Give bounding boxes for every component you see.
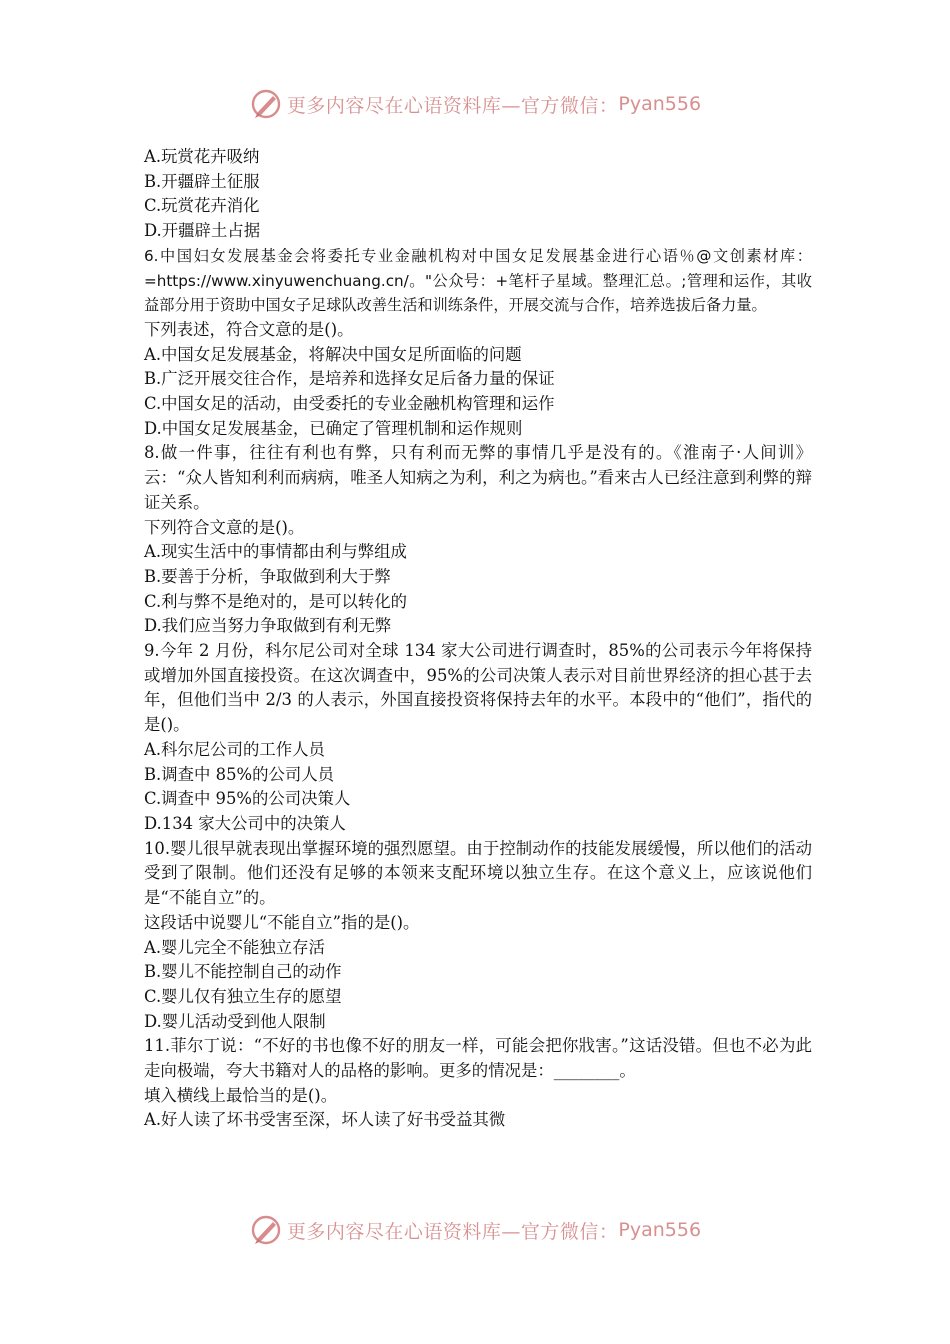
question-9-option-c: C.调查中 95%的公司决策人 [144,789,351,809]
question-10-option-d: D.婴儿活动受到他人限制 [144,1011,326,1031]
question-6-option-c: C.中国女足的活动，由受委托的专业金融机构管理和运作 [144,394,555,414]
banner-text: 更多内容尽在心语资料库—官方微信： [286,1220,619,1243]
option-line: D.开疆辟土占据 [144,221,261,241]
question-9-option-b: B.调查中 85%的公司人员 [144,764,335,784]
question-11-prompt: 填入横线上最恰当的是()。 [144,1085,338,1105]
question-8-option-d: D.我们应当努力争取做到有利无弊 [144,616,392,636]
question-6-option-a: A.中国女足发展基金，将解决中国女足所面临的问题 [144,344,522,364]
question-8-option-b: B.要善于分析，争取做到利大于弊 [144,566,391,586]
question-10-option-c: C.婴儿仅有独立生存的愿望 [144,986,342,1006]
pen-logo-icon [249,1213,283,1247]
document-body [144,145,812,1133]
pen-logo-icon [249,87,283,121]
question-8-prompt: 下列符合文意的是()。 [144,517,305,537]
question-9-option-d: D.134 家大公司中的决策人 [144,813,346,833]
question-10-stem: 10.婴儿很早就表现出掌握环境的强烈愿望。由于控制动作的技能发展缓慢，所以他们的活动受到了限制。他们还没有足够的本领来支配环境以独立生存。在这个意义上，应该说他们是“不能自立”的。 [144,838,812,908]
question-9-option-a: A.科尔尼公司的工作人员 [144,739,325,759]
question-6-option-b: B.广泛开展交往合作，是培养和选择女足后备力量的保证 [144,369,555,389]
option-line: A.玩赏花卉吸纳 [144,147,260,166]
footer-watermark-banner [0,1210,950,1250]
question-8-stem: 8.做一件事，往往有利也有弊，只有利而无弊的事情几乎是没有的。《淮南子·人间训》云：“众人皆知利利而病病，唯圣人知病之为利，利之为病也。”看来古人已经注意到利弊的辩证关系。 [144,443,812,512]
banner-wechat-id: Pyan556 [618,93,702,115]
question-6-prompt: 下列表述，符合文意的是()。 [144,319,354,339]
option-line: C.玩赏花卉消化 [144,196,260,216]
option-line: B.开疆辟土征服 [144,171,260,191]
question-9-stem: 9.今年 2 月份，科尔尼公司对全球 134 家大公司进行调查时，85%的公司表示今年将保持或增加外国直接投资。在这次调查中，95%的公司决策人表示对目前世界经济的担心甚于去年，但他们当中 2/3 的人表示，外国直接投资将保持去年的水平。本段中的“他们”，指代的是()。 [144,641,812,735]
question-11-option-a: A.好人读了坏书受害至深，坏人读了好书受益其微 [144,1110,506,1130]
question-11-stem: 11.菲尔丁说：“不好的书也像不好的朋友一样，可能会把你戕害。”这话没错。但也不必为此走向极端，夸大书籍对人的品格的影响。更多的情况是：________。 [144,1036,812,1081]
banner-wechat-id: Pyan556 [618,1219,702,1241]
question-8-option-a: A.现实生活中的事情都由利与弊组成 [144,542,407,562]
header-watermark-banner [0,84,950,124]
question-10-prompt: 这段话中说婴儿“不能自立”指的是()。 [144,912,420,932]
question-6-stem: 6.中国妇女发展基金会将委托专业金融机构对中国女足发展基金进行心语％@文创素材库：=https://www.xinyuwenchuang.cn/。"公众号：+笔杆子星域。整理汇总。;管理和运作，其收益部分用于资助中国女子足球队改善生活和训练条件，开展交流与合作，培养选拔后备力量。 [144,246,812,315]
question-10-option-a: A.婴儿完全不能独立存活 [144,937,325,957]
question-6-option-d: D.中国女足发展基金，已确定了管理机制和运作规则 [144,418,523,438]
question-10-option-b: B.婴儿不能控制自己的动作 [144,962,342,982]
question-8-option-c: C.利与弊不是绝对的，是可以转化的 [144,591,408,611]
banner-text: 更多内容尽在心语资料库—官方微信： [286,94,619,117]
